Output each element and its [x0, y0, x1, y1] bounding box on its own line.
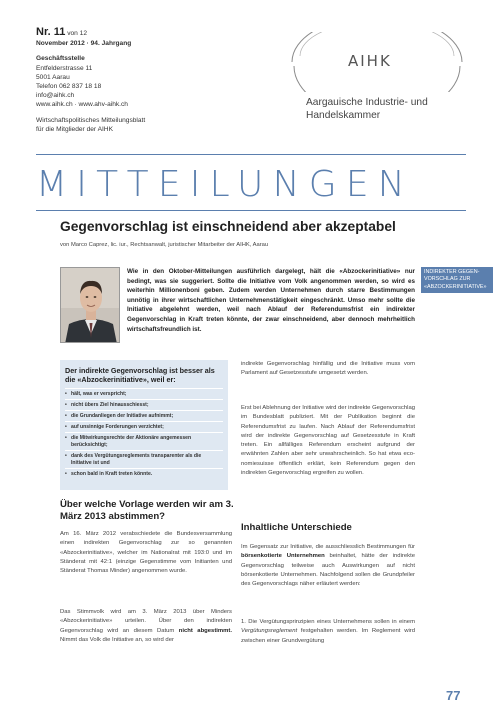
office-title: Geschäftsstelle: [36, 55, 85, 63]
issue-of: von 12: [67, 30, 88, 37]
italic-text: Vergütungsreglement: [241, 628, 298, 635]
text-run: beinhaltet, hätte der indirekte Gegenvorschlag teilweise auch Auswirkungen auf nicht börsenkotierte Unternehmen. Nachfolgend sollen die Grundpfeiler des Gegenvorschlags näher erläutert werden:: [241, 553, 415, 588]
email-link[interactable]: info@aihk.ch: [36, 92, 75, 100]
paragraph: [241, 618, 415, 646]
masthead-rule-top: [36, 154, 466, 155]
text-run: festgehalten werden. Im Reglement wird zwischen einer Grundvergütung: [241, 628, 415, 644]
author-photo: [60, 267, 120, 343]
paragraph: Erst bei Ablehnung der Initiative wird der indirekte Gegenvorschlag im Bundesblatt publiziert. Mit der Publikation beginnt die Referendumsfrist zu laufen. Nach Ablauf der Referendumsfrist wird der indirekte Gegenvorschlag auf Gesetzesstufe in Kraft treten. Ein allfälliges Referendum erscheint aufgrund der erwähnten Zahlen aber sehr unwahrscheinlich. So hat etwa economiesuisse öffentlich erklärt, kein Referendum gegen den indirekten Gegenvorschlag ergreifen zu wollen.: [241, 405, 415, 477]
list-item: • schon bald in Kraft treten könnte.: [65, 468, 223, 479]
org-name-line: Aargauische Industrie- und: [306, 97, 428, 108]
article-lead: Wie in den Oktober-Mitteilungen ausführlich dargelegt, hält die «Abzockerinitiative» nur bedingt, was sie suggeriert. Sollte die Initiative vom Volk angenommen werden, so wird es weiterhin Millionenboni geben. Zudem werden Unternehmen durch starre Bestimmungen unnötig in ihrer wirtschaftlichen Unternehmenstätigkeit eingeschränkt. Umso mehr sollte die Initiative abgelehnt werden, weil nach Ablauf der Referendumsfrist ein indirekter Gegenvorschlag in Kraft treten könnte, der zwar einschneidend, aber dennoch mehrheitlich wirtschaftsfreundlich ist.: [127, 268, 415, 333]
website-link[interactable]: www.aihk.ch · www.ahv-aihk.ch: [36, 101, 128, 109]
page-number: 77: [446, 688, 461, 703]
description-line: für die Mitglieder der AIHK: [36, 125, 113, 133]
text-run: Nimmt das Volk die Initiative an, so wird der: [60, 636, 174, 643]
text-run: Das Stimmvolk wird am 3. März 2013 über Minders «Abzockerinitiative» urteilen. Über den indirekten Gegenvorschlag wird an diesem Datum: [60, 609, 232, 634]
text-run: Im Gegensatz zur Initiative, die ausschliesslich Bestimmungen für: [241, 544, 415, 550]
summary-box: [60, 360, 228, 490]
summary-list: [65, 388, 223, 478]
paragraph: Am 16. März 2012 verabschiedete die Bundesversammlung einen indirekten Gegenvorschlag zur so genannten «Abzockerinitiative», welcher im Nationalrat mit 193:0 und im Ständerat mit 42:1 (einzige Gegenstimme vom Initianten und Ständerat Thomas Minder) angenommen wurde.: [60, 531, 232, 575]
aihk-logo: [286, 32, 466, 92]
masthead-info: [36, 28, 266, 134]
paragraph: [60, 608, 232, 645]
bold-text: nicht abgestimmt.: [178, 627, 233, 634]
organization-name: [306, 96, 476, 122]
paragraph: indirekte Gegenvorschlag hinfällig und die Initiative muss vom Parlament auf Gesetzesstufe umgesetzt werden.: [241, 361, 415, 377]
org-name-line: Handelskammer: [306, 110, 381, 121]
article-byline: von Marco Caprez, lic. iur., Rechtsanwalt, juristischer Mitarbeiter der AIHK, Aarau: [60, 242, 269, 248]
section-heading: Über welche Vorlage werden wir am 3. März 2013 abstimmen?: [60, 499, 234, 522]
description-line: Wirtschaftspolitisches Mitteilungsblatt: [36, 116, 146, 124]
summary-box-title: Der indirekte Gegenvorschlag ist besser als die «Abzockerinitiative», weil er:: [65, 366, 215, 385]
issue-line: [36, 28, 266, 38]
list-item: • hält, was er verspricht;: [65, 388, 223, 399]
issue-date: November 2012 · 94. Jahrgang: [36, 40, 132, 48]
topic-tag: INDIREKTER GEGENVORSCHLAG ZUR «ABZOCKERINITIATIVE»: [421, 267, 493, 293]
list-item: • dank des Vergütungsreglements transparenter als die Initiative ist und: [65, 450, 223, 468]
issue-number: Nr. 11: [36, 26, 66, 38]
paragraph: [241, 543, 415, 589]
list-item: • nicht übers Ziel hinausschiesst;: [65, 399, 223, 410]
text-run: 1. Die Vergütungsprinzipien eines Unternehmens sollen in einem: [241, 619, 415, 625]
address-line: 5001 Aarau: [36, 73, 70, 81]
masthead-title: MITTEILUNGEN: [36, 164, 414, 205]
masthead-rule-bottom: [36, 210, 466, 211]
list-item: • die Mitwirkungsrechte der Aktionäre angemessen berücksichtigt;: [65, 432, 223, 450]
article-headline: Gegenvorschlag ist einschneidend aber akzeptabel: [60, 219, 396, 234]
section-heading: Inhaltliche Unterschiede: [241, 522, 352, 533]
publication-description: [36, 116, 266, 134]
author-portrait-icon: [61, 268, 120, 343]
bold-text: börsenkotierte Unternehmen: [241, 553, 325, 560]
list-item: • die Grundanliegen der Initiative aufnimmt;: [65, 410, 223, 421]
phone-line: Telefon 062 837 18 18: [36, 83, 102, 91]
address-line: Entfelderstrasse 11: [36, 64, 93, 72]
logo-text: AIHK: [348, 52, 392, 70]
list-item: • auf unsinnige Forderungen verzichtet;: [65, 421, 223, 432]
